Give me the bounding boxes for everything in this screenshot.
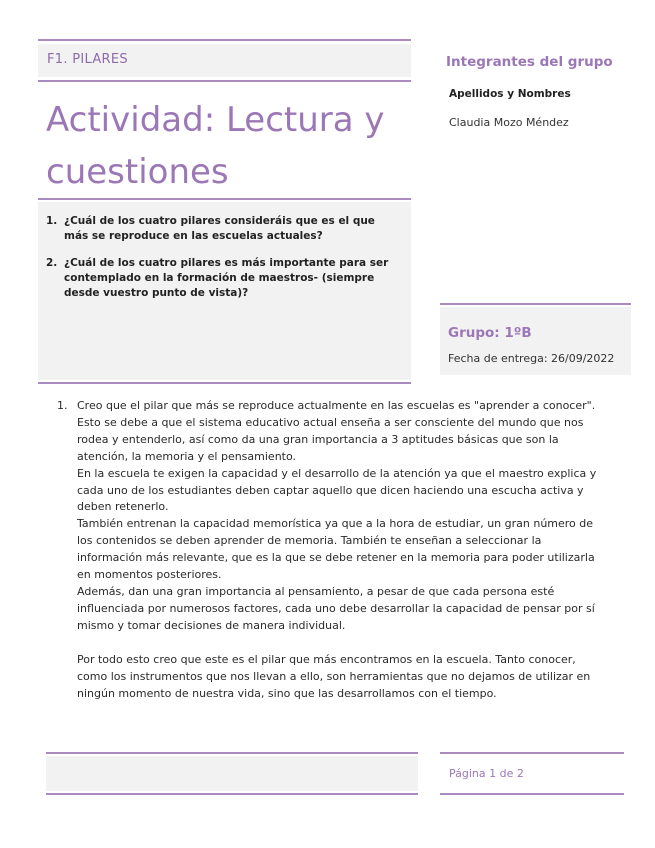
header-mid-rule [38,80,411,82]
group-title: Grupo: 1ºB [448,325,532,341]
answer-number: 1. [57,399,68,412]
section-code: F1. PILARES [47,52,128,67]
footer-right-bottom-rule [440,793,624,795]
answer-paragraph: Por todo esto creo que este es el pilar que más encontramos en la escuela. Tanto conocer, como los instrumentos que nos llevan a ello, son herramientas que no dejamos de utilizar en ningún momento de nuestra vida, sino que las desarrollamos con el tiempo. [77,652,591,700]
questions-list [46,214,396,313]
questions-bottom-rule [38,382,411,384]
group-top-rule [440,303,631,305]
members-label: Apellidos y Nombres [449,88,571,100]
question-item [46,256,396,301]
page-title: Actividad: Lectura y cuestiones [46,100,385,192]
question-text: ¿Cuál de los cuatro pilares es más importante para ser contemplado en la formación de maestros- (siempre desde vuestro punto de vista)? [64,257,389,299]
answer-paragraph: En la escuela te exigen la capacidad y el desarrollo de la atención ya que el maestro explica y cada uno de los estudiantes deben captar aquello que dicen haciendo una escucha activa y deben retenerlo. [77,466,597,514]
header-top-rule [38,39,411,41]
question-number: 2. [46,257,58,269]
member-name: Claudia Mozo Méndez [449,116,569,129]
answer-paragraph: Además, dan una gran importancia al pensamiento, a pesar de que cada persona esté influenciada por numerosos factores, cada uno debe desarrollar la capacidad de pensar por sí mismo y tomar decisiones de manera individual. [77,584,595,632]
footer-left-panel [46,756,418,791]
members-heading: Integrantes del grupo [446,54,613,70]
answer-paragraph: También entrenan la capacidad memorística ya que a la hora de estudiar, un gran número de los contenidos se deben aprender de memoria. También te enseñan a seleccionar la información más relevante, que es la que se debe retener en la memoria para poder utilizarla en momentos posteriores. [77,517,595,582]
page-number: Página 1 de 2 [449,767,524,780]
footer-right-top-rule [440,752,624,754]
due-date: Fecha de entrega: 26/09/2022 [448,352,615,365]
question-text: ¿Cuál de los cuatro pilares consideráis que es el que más se reproduce en las escuelas actuales? [64,215,375,242]
footer-left-bottom-rule [46,793,418,795]
question-number: 1. [46,215,58,227]
answer-block [57,398,609,702]
question-item [46,214,396,244]
footer-left-top-rule [46,752,418,754]
answer-paragraph: Creo que el pilar que más se reproduce actualmente en las escuelas es "aprender a conocer". Esto se debe a que el sistema educativo actual enseña a ser consciente del mundo que nos rodea y entenderlo, así como da una gran importancia a 3 aptitudes básicas que son la atención, la memoria y el pensamiento. [77,399,596,463]
title-bottom-rule [38,198,411,200]
